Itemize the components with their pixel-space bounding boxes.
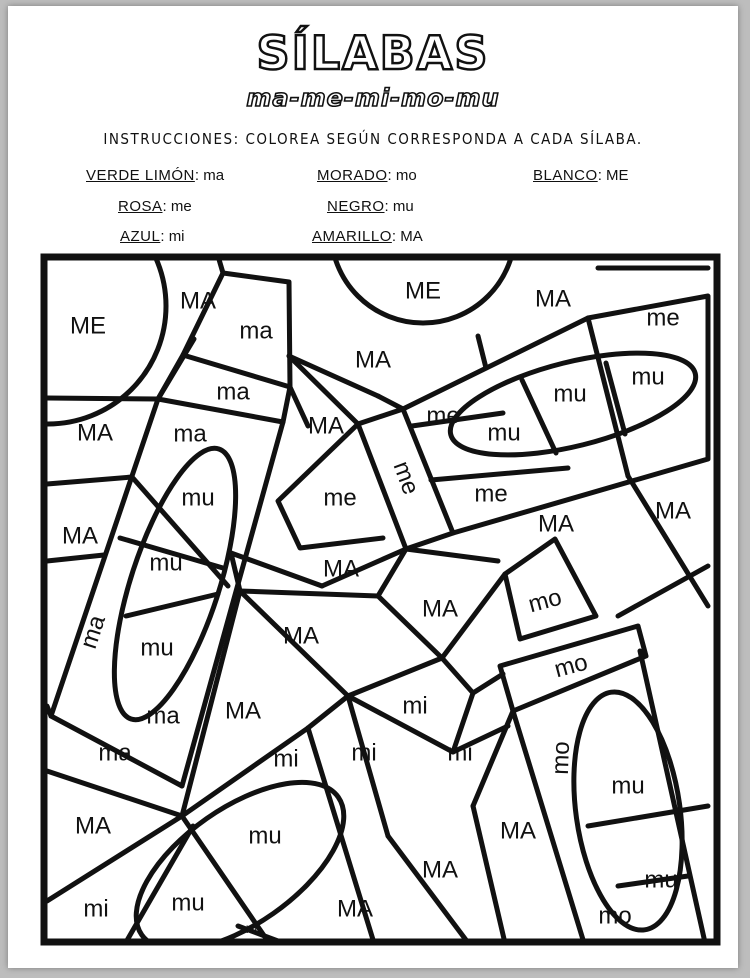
region-label: mo xyxy=(598,902,632,930)
region-label: ma xyxy=(173,420,207,448)
region-label: me xyxy=(323,484,357,512)
worksheet-title: SÍLABAS xyxy=(256,26,490,80)
key-color: NEGRO xyxy=(327,198,385,215)
key-rosa: ROSA: me xyxy=(118,198,192,215)
region-label: mi xyxy=(402,692,428,720)
key-negro: NEGRO: mu xyxy=(327,198,414,215)
region-label: ME xyxy=(405,277,441,305)
key-color: AMARILLO xyxy=(312,228,392,245)
region-label: mi xyxy=(83,895,109,923)
key-color: BLANCO xyxy=(533,167,598,184)
region-label: mu xyxy=(631,363,665,391)
region-label: MA xyxy=(283,622,319,650)
region-label: MA xyxy=(75,812,111,840)
key-syllable: mo xyxy=(395,167,417,184)
key-syllable: mi xyxy=(168,228,185,245)
region-label: mu xyxy=(487,419,521,447)
region-label: ma xyxy=(75,611,111,653)
region-label: MA xyxy=(422,856,458,884)
region-label: MA xyxy=(180,287,216,315)
region-label: MA xyxy=(77,419,113,447)
key-syllable: MA xyxy=(400,228,423,245)
key-syllable: me xyxy=(170,198,192,215)
outline-lines xyxy=(8,139,708,968)
region-label: MA xyxy=(538,510,574,538)
region-label: MA xyxy=(308,412,344,440)
key-amarillo: AMARILLO: MA xyxy=(312,228,423,245)
key-color: VERDE LIMÓN xyxy=(86,167,195,184)
region-label: mu xyxy=(611,772,645,800)
region-label: mu xyxy=(140,634,174,662)
region-label: me xyxy=(474,480,508,508)
key-color: MORADO xyxy=(317,167,388,184)
region-label: mi xyxy=(447,739,473,767)
region-label: mo xyxy=(525,583,565,619)
key-verde-limon: VERDE LIMÓN: ma xyxy=(86,167,225,184)
region-label: ma xyxy=(239,317,273,345)
region-label: MA xyxy=(337,895,373,923)
region-label: ma xyxy=(216,378,250,406)
region-label: MA xyxy=(655,497,691,525)
region-label: MA xyxy=(225,697,261,725)
key-color: AZUL xyxy=(120,228,161,245)
region-label: MA xyxy=(62,522,98,550)
key-morado: MORADO: mo xyxy=(317,167,417,184)
region-label: mi xyxy=(245,920,261,936)
region-label: MA xyxy=(535,285,571,313)
region-label: mu xyxy=(181,484,215,512)
region-label: ma xyxy=(146,702,180,730)
key-blanco: BLANCO: ME xyxy=(533,167,629,184)
worksheet-page xyxy=(8,6,738,968)
region-label: mu xyxy=(171,889,205,917)
worksheet-subtitle: ma-me-mi-mo-mu xyxy=(246,84,500,112)
region-label: mu xyxy=(149,549,183,577)
region-label: MA xyxy=(422,595,458,623)
region-label: MA xyxy=(355,346,391,374)
key-syllable: ma xyxy=(203,167,225,184)
region-label: me xyxy=(426,402,460,430)
region-label: mu xyxy=(644,866,678,894)
region-label: mu xyxy=(553,380,587,408)
region-label: me xyxy=(387,457,425,499)
key-azul: AZUL: mi xyxy=(120,228,185,245)
region-label: ma xyxy=(98,739,132,767)
coloring-picture xyxy=(8,6,738,968)
region-label: me xyxy=(646,304,680,332)
instructions: INSTRUCCIONES: COLOREA SEGÚN CORRESPONDA A CADA SÍLABA. xyxy=(103,130,643,148)
region-label: MA xyxy=(500,817,536,845)
region-label: mi xyxy=(273,745,299,773)
region-label: mu xyxy=(248,822,282,850)
key-syllable: ME xyxy=(606,167,629,184)
key-color: ROSA xyxy=(118,198,163,215)
region-label: MA xyxy=(323,555,359,583)
key-syllable: mu xyxy=(392,198,414,215)
region-label: mi xyxy=(351,739,377,767)
region-label: mo xyxy=(551,648,591,684)
region-label: mo xyxy=(546,740,576,776)
region-label: ME xyxy=(70,312,106,340)
